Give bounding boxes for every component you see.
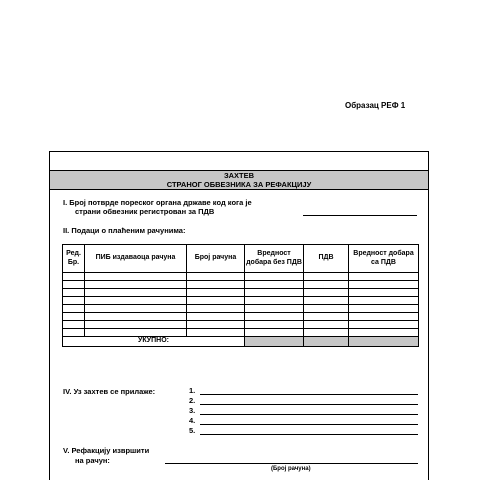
attachment-number: 1. [189, 386, 196, 395]
table-cell[interactable] [63, 289, 85, 297]
table-cell[interactable] [245, 305, 304, 313]
attachment-line[interactable] [200, 434, 418, 435]
table-cell[interactable] [349, 313, 419, 321]
attachment-line[interactable] [200, 404, 418, 405]
table-row [63, 329, 419, 337]
table-cell[interactable] [63, 297, 85, 305]
table-cell[interactable] [245, 321, 304, 329]
table-cell[interactable] [85, 297, 187, 305]
table-cell[interactable] [85, 313, 187, 321]
col-header-issuer-tin: ПИБ издаваоца рачуна [85, 245, 187, 273]
table-cell[interactable] [304, 321, 349, 329]
table-cell[interactable] [63, 321, 85, 329]
table-cell[interactable] [63, 313, 85, 321]
table-cell[interactable] [245, 297, 304, 305]
attachment-line[interactable] [200, 414, 418, 415]
table-cell[interactable] [187, 273, 245, 281]
table-cell[interactable] [85, 321, 187, 329]
section-1-line-1: I. Број потврде пореског органа државе код кога је [63, 198, 252, 207]
table-cell[interactable] [304, 305, 349, 313]
table-cell[interactable] [304, 297, 349, 305]
col-header-invoice-number: Број рачуна [187, 245, 245, 273]
table-cell[interactable] [85, 329, 187, 337]
table-row [63, 297, 419, 305]
table-cell[interactable] [63, 273, 85, 281]
table-cell[interactable] [187, 281, 245, 289]
account-number-line[interactable] [165, 463, 418, 464]
table-cell[interactable] [245, 273, 304, 281]
total-vat [304, 337, 349, 347]
table-cell[interactable] [349, 281, 419, 289]
table-row [63, 321, 419, 329]
table-cell[interactable] [63, 329, 85, 337]
col-header-value-with-vat: Вредност добара са ПДВ [349, 245, 419, 273]
table-cell[interactable] [349, 297, 419, 305]
total-value-without-vat [245, 337, 304, 347]
table-cell[interactable] [85, 305, 187, 313]
col-header-value-without-vat: Вредност добара без ПДВ [245, 245, 304, 273]
section-1-answer-line[interactable] [303, 215, 417, 216]
table-cell[interactable] [349, 273, 419, 281]
section-5-line-1: V. Рефакцију извршити [63, 446, 150, 455]
table-cell[interactable] [63, 281, 85, 289]
table-cell[interactable] [349, 329, 419, 337]
total-value-with-vat [349, 337, 419, 347]
col-header-vat: ПДВ [304, 245, 349, 273]
table-cell[interactable] [85, 281, 187, 289]
table-cell[interactable] [349, 289, 419, 297]
attachment-number: 4. [189, 416, 196, 425]
account-number-caption: (Број рачуна) [271, 466, 311, 472]
section-2-label: II. Подаци о плаћеним рачунима: [63, 226, 186, 235]
section-4-label: IV. Уз захтев се прилаже: [63, 387, 156, 396]
table-cell[interactable] [349, 305, 419, 313]
section-5-line-2: на рачун: [75, 456, 110, 465]
table-cell[interactable] [304, 313, 349, 321]
attachment-number: 2. [189, 396, 196, 405]
table-cell[interactable] [304, 329, 349, 337]
total-label: УКУПНО: [63, 337, 245, 347]
attachment-line[interactable] [200, 394, 418, 395]
attachment-number: 3. [189, 406, 196, 415]
form-code: Образац РЕФ 1 [345, 101, 406, 110]
section-1-line-2: страни обвезник регистрован за ПДВ [75, 207, 215, 216]
table-cell[interactable] [304, 289, 349, 297]
title-line-1: ЗАХТЕВ [223, 171, 255, 180]
table-cell[interactable] [63, 305, 85, 313]
table-cell[interactable] [85, 273, 187, 281]
table-cell[interactable] [187, 329, 245, 337]
title-band [50, 170, 428, 190]
table-cell[interactable] [187, 289, 245, 297]
table-cell[interactable] [187, 297, 245, 305]
col-header-row-number: Ред. Бр. [63, 245, 85, 273]
table-cell[interactable] [187, 305, 245, 313]
table-cell[interactable] [187, 313, 245, 321]
table-cell[interactable] [245, 289, 304, 297]
table-cell[interactable] [304, 281, 349, 289]
invoice-table [62, 244, 419, 347]
table-cell[interactable] [349, 321, 419, 329]
table-cell[interactable] [245, 329, 304, 337]
table-header-row [63, 245, 419, 273]
table-row [63, 273, 419, 281]
table-row [63, 281, 419, 289]
table-cell[interactable] [245, 281, 304, 289]
table-row [63, 305, 419, 313]
table-row [63, 313, 419, 321]
table-cell[interactable] [304, 273, 349, 281]
attachment-number: 5. [189, 426, 196, 435]
table-cell[interactable] [85, 289, 187, 297]
total-row [63, 337, 419, 347]
title-line-2: СТРАНОГ ОБВЕЗНИКА ЗА РЕФАКЦИЈУ [166, 180, 312, 189]
table-row [63, 289, 419, 297]
table-cell[interactable] [245, 313, 304, 321]
table-cell[interactable] [187, 321, 245, 329]
attachment-line[interactable] [200, 424, 418, 425]
